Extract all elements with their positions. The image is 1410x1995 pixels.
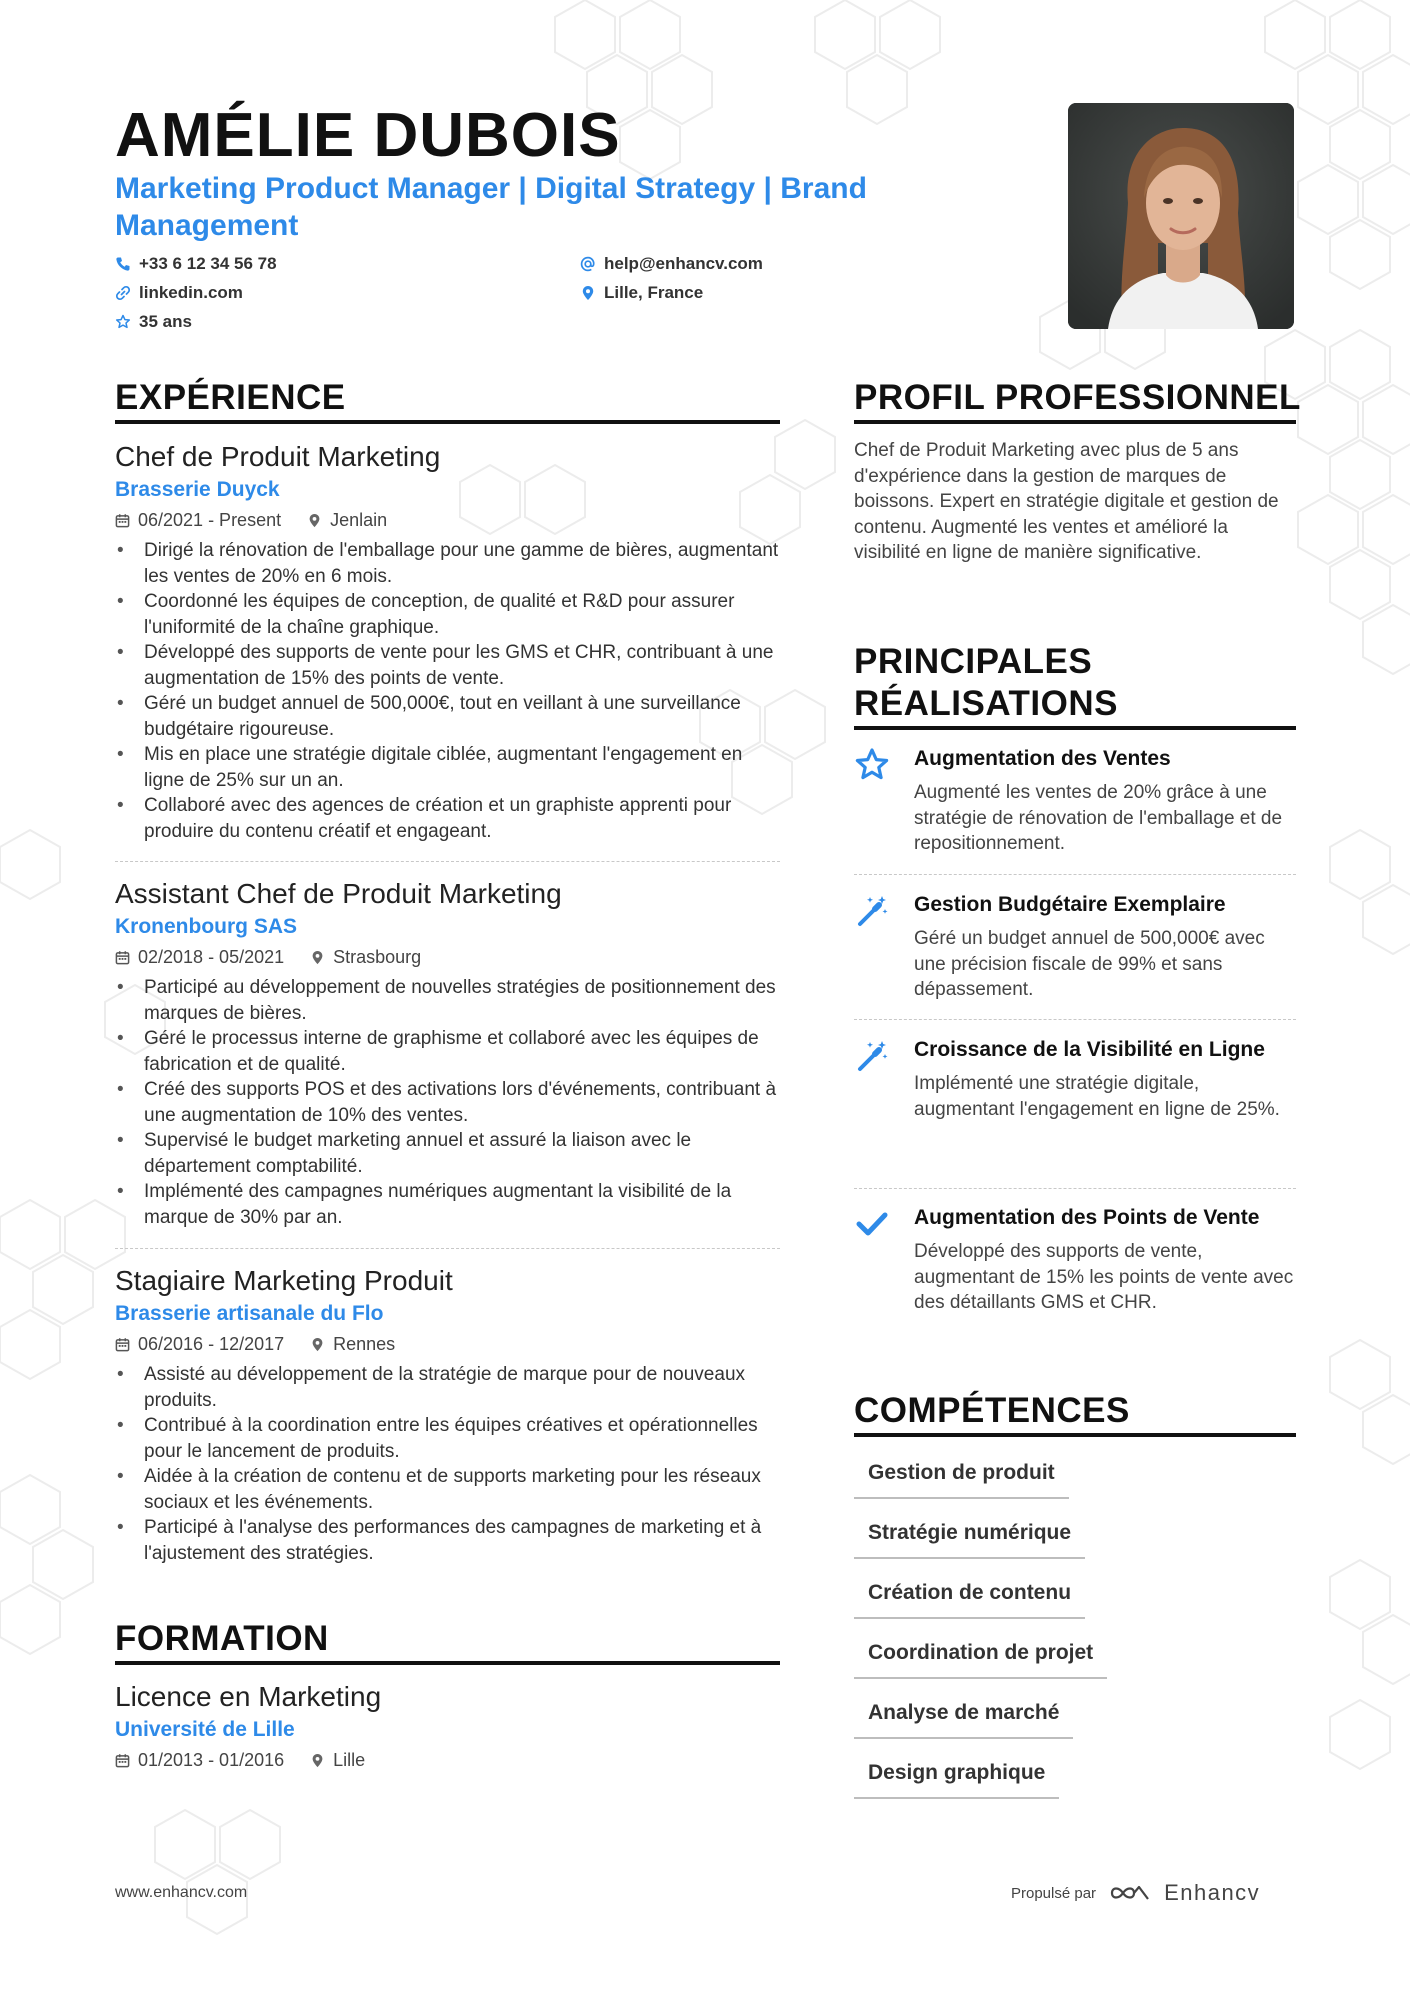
school-name: Université de Lille [115, 1718, 295, 1741]
calendar-icon [115, 1337, 130, 1352]
job-dates-text: 06/2021 - Present [138, 510, 282, 530]
achievement-title: Croissance de la Visibilité en Ligne [914, 1038, 1265, 1061]
achievements-title-line: RÉALISATIONS [854, 684, 1118, 723]
job-bullet: • Collaboré avec des agences de création et un graphiste apprenti pour produire du contenu créatif et engageant. [115, 793, 780, 844]
achievement-divider [854, 1188, 1296, 1189]
calendar-icon [115, 513, 130, 528]
experience-divider [115, 1248, 780, 1249]
job-bullets [115, 975, 780, 1230]
job-bullet: • Participé à l'analyse des performances des campagnes de marketing et à l'ajustement des stratégies. [115, 1515, 780, 1566]
summary-text: Chef de Produit Marketing avec plus de 5 ans d'expérience dans la gestion de marques de boissons. Expert en stratégie digitale et gestion de contenu. Augmenté les ventes et amélioré la visibilité en ligne de manière significative. [854, 440, 1279, 563]
experience-item [115, 877, 780, 1230]
job-bullet: • Coordonné les équipes de conception, de qualité et R&D pour assurer l'uniformité de la chaîne graphique. [115, 589, 780, 640]
education-location [310, 1748, 365, 1772]
job-company: Brasserie Duyck [115, 478, 280, 501]
footer-branding [1011, 1880, 1260, 1906]
experience-divider [115, 861, 780, 862]
job-title: Chef de Produit Marketing [115, 441, 441, 472]
summary-section-title: PROFIL PROFESSIONNEL [854, 378, 1301, 417]
experience-item [115, 1264, 780, 1566]
age-text: 35 ans [139, 312, 192, 331]
location-pin-icon [307, 513, 322, 528]
achievement-divider [854, 1019, 1296, 1020]
achievement-title: Augmentation des Ventes [914, 747, 1171, 770]
job-location [310, 1332, 395, 1356]
at-sign-icon [580, 256, 596, 272]
achievement-item [854, 1036, 1296, 1122]
job-dates [115, 945, 284, 969]
location-pin-icon [310, 1337, 325, 1352]
contact-age [115, 312, 192, 332]
star-outline-icon [115, 314, 131, 330]
job-meta [115, 508, 780, 532]
achievement-description: Géré un budget annuel de 500,000€ avec une précision fiscale de 99% et sans dépassement. [914, 928, 1265, 1000]
job-bullet: • Créé des supports POS et des activations lors d'événements, contribuant à une augmentation de 10% des ventes. [115, 1077, 780, 1128]
calendar-icon [115, 1753, 130, 1768]
achievement-item [854, 891, 1296, 1003]
job-location [310, 945, 421, 969]
magic-wand-icon [854, 1038, 890, 1074]
job-meta [115, 945, 780, 969]
contact-linkedin[interactable] [115, 283, 243, 303]
job-bullet: • Géré un budget annuel de 500,000€, tout en veillant à une surveillance budgétaire rigoureuse. [115, 691, 780, 742]
achievement-description: Développé des supports de vente, augmentant de 15% les points de vente avec des détaillants GMS et CHR. [914, 1241, 1294, 1313]
achievement-item [854, 745, 1296, 857]
magic-wand-icon [854, 893, 890, 929]
contact-phone[interactable] [115, 254, 277, 274]
contact-location [580, 283, 703, 303]
location-text: Lille, France [604, 283, 704, 302]
education-section-title: FORMATION [115, 1619, 329, 1658]
location-pin-icon [580, 285, 596, 301]
education-title-rule [115, 1661, 780, 1665]
portrait-illustration [1068, 103, 1294, 329]
experience-item [115, 440, 780, 844]
job-bullet: • Contribué à la coordination entre les équipes créatives et opérationnelles pour le lancement de produits. [115, 1413, 780, 1464]
job-bullets [115, 538, 780, 844]
linkedin-url: linkedin.com [139, 283, 243, 302]
contact-email[interactable] [580, 254, 763, 274]
achievements-title-rule [854, 726, 1296, 730]
powered-by-label: Propulsé par [1011, 1884, 1097, 1902]
achievement-divider [854, 874, 1296, 875]
footer-website-link[interactable]: www.enhancv.com [115, 1884, 248, 1901]
achievement-description: Augmenté les ventes de 20% grâce à une stratégie de rénovation de l'emballage et de repositionnement. [914, 782, 1283, 854]
enhancv-brand-name: Enhancv [1164, 1880, 1261, 1905]
education-dates-text: 01/2013 - 01/2016 [138, 1750, 285, 1770]
profile-photo [1068, 103, 1294, 329]
education-location-text: Lille [333, 1750, 366, 1770]
job-bullet: • Mis en place une stratégie digitale ciblée, augmentant l'engagement en ligne de 25% sur un an. [115, 742, 780, 793]
location-pin-icon [310, 950, 325, 965]
job-dates-text: 06/2016 - 12/2017 [138, 1334, 285, 1354]
job-title: Assistant Chef de Produit Marketing [115, 878, 562, 909]
job-location [307, 508, 387, 532]
degree-title: Licence en Marketing [115, 1681, 382, 1712]
candidate-headline: Marketing Product Manager | Digital Strategy | Brand Management [115, 172, 867, 242]
candidate-name: AMÉLIE DUBOIS [115, 101, 621, 170]
phone-number: +33 6 12 34 56 78 [139, 254, 277, 273]
location-pin-icon [310, 1753, 325, 1768]
job-bullet: • Géré le processus interne de graphisme et collaboré avec les équipes de fabrication et de qualité. [115, 1026, 780, 1077]
skill-tag: Design graphique [854, 1759, 1059, 1799]
experience-title-rule [115, 420, 780, 424]
skill-tag: Analyse de marché [854, 1699, 1073, 1739]
job-dates [115, 508, 281, 532]
achievements-title-line: PRINCIPALES [854, 642, 1093, 681]
enhancv-logo-icon [1108, 1881, 1152, 1905]
achievements-section-title [854, 641, 1118, 725]
link-icon [115, 285, 131, 301]
skill-tag: Coordination de projet [854, 1639, 1107, 1679]
job-location-text: Strasbourg [333, 947, 422, 967]
education-dates [115, 1748, 284, 1772]
star-icon [854, 747, 890, 783]
achievement-item [854, 1204, 1296, 1316]
achievement-title: Augmentation des Points de Vente [914, 1206, 1260, 1229]
job-bullet: • Participé au développement de nouvelles stratégies de positionnement des marques de bières. [115, 975, 780, 1026]
job-dates-text: 02/2018 - 05/2021 [138, 947, 285, 967]
job-bullet: • Développé des supports de vente pour les GMS et CHR, contribuant à une augmentation de 15% des points de vente. [115, 640, 780, 691]
job-location-text: Jenlain [330, 510, 388, 530]
experience-section-title: EXPÉRIENCE [115, 378, 346, 417]
job-company: Kronenbourg SAS [115, 915, 297, 938]
skill-tag: Stratégie numérique [854, 1519, 1085, 1559]
job-location-text: Rennes [333, 1334, 396, 1354]
job-dates [115, 1332, 284, 1356]
achievement-description: Implémenté une stratégie digitale, augmentant l'engagement en ligne de 25%. [914, 1073, 1280, 1120]
checkmark-icon [854, 1206, 890, 1242]
education-item [115, 1680, 780, 1772]
job-bullet: • Dirigé la rénovation de l'emballage pour une gamme de bières, augmentant les ventes de 20% en 6 mois. [115, 538, 780, 589]
skills-section-title: COMPÉTENCES [854, 1391, 1130, 1430]
skill-tag: Création de contenu [854, 1579, 1085, 1619]
job-bullet: • Implémenté des campagnes numériques augmentant la visibilité de la marque de 30% par an. [115, 1179, 780, 1230]
calendar-icon [115, 950, 130, 965]
summary-title-rule [854, 420, 1296, 424]
job-bullet: • Assisté au développement de la stratégie de marque pour de nouveaux produits. [115, 1362, 780, 1413]
job-bullet: • Aidée à la création de contenu et de supports marketing pour les réseaux sociaux et les événements. [115, 1464, 780, 1515]
phone-icon [115, 256, 131, 272]
job-meta [115, 1332, 780, 1356]
job-bullets [115, 1362, 780, 1566]
job-bullet: • Supervisé le budget marketing annuel et assuré la liaison avec le département comptabilité. [115, 1128, 780, 1179]
job-company: Brasserie artisanale du Flo [115, 1302, 384, 1325]
email-address: help@enhancv.com [604, 254, 763, 273]
skill-tag: Gestion de produit [854, 1459, 1069, 1499]
education-meta [115, 1748, 780, 1772]
job-title: Stagiaire Marketing Produit [115, 1265, 453, 1296]
achievement-title: Gestion Budgétaire Exemplaire [914, 893, 1226, 916]
skills-title-rule [854, 1433, 1296, 1437]
